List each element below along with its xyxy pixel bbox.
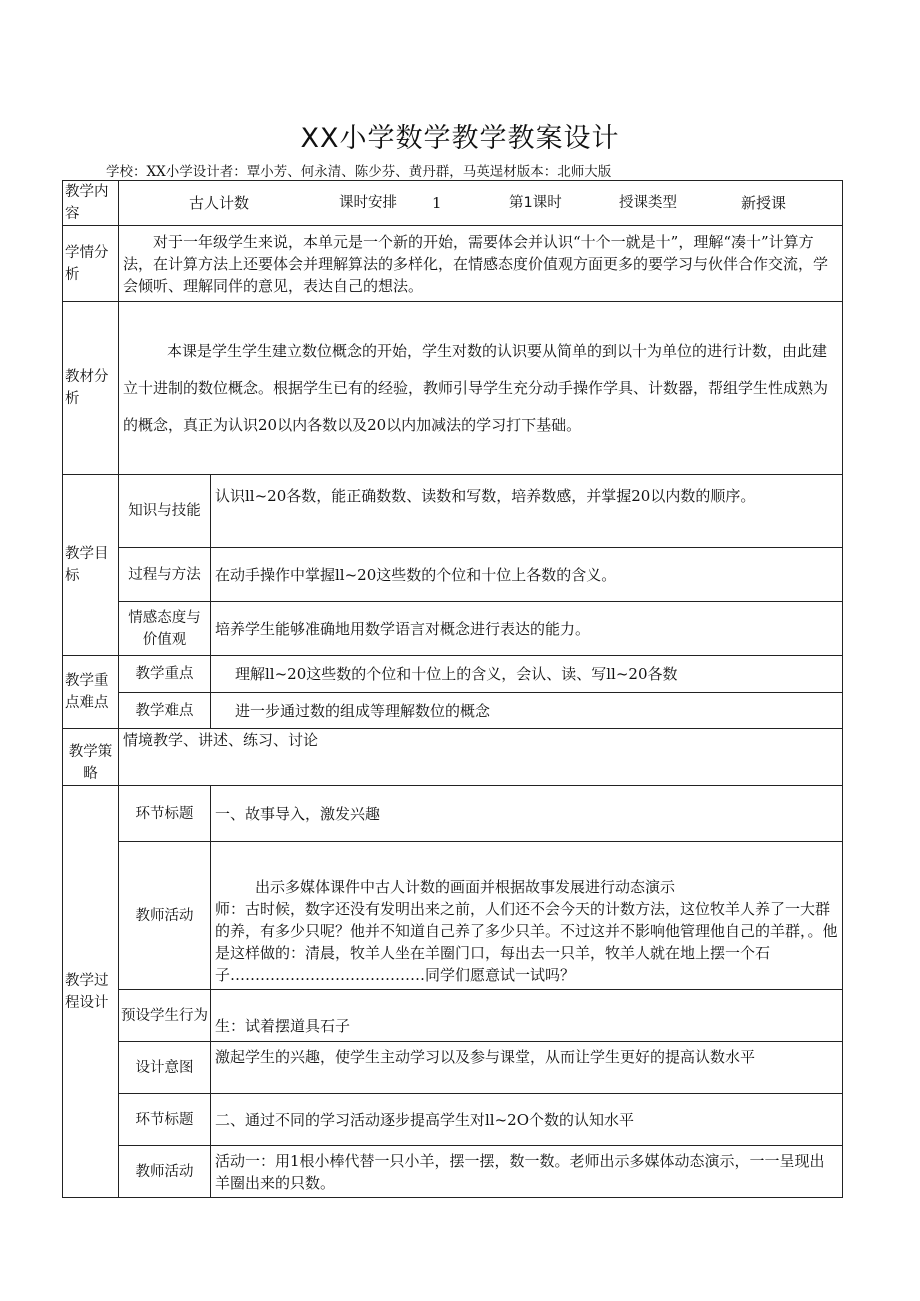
- process-step-name: 环节标题: [119, 1094, 211, 1146]
- key-points-label: 教学重点难点: [63, 656, 119, 729]
- schedule-value: 1: [432, 194, 442, 212]
- process-step-text: 二、通过不同的学习活动逐步提高学生对ll~2O个数的认知水平: [211, 1094, 843, 1146]
- process-step-name: 预设学生行为: [119, 990, 211, 1042]
- period-value: 第1课时: [509, 195, 562, 211]
- objective-name: 知识与技能: [119, 475, 211, 548]
- objective-text: 认识ll~20各数，能正确数数、读数和写数，培养数感，并掌握20以内数的顺序。: [211, 475, 843, 548]
- schedule-label: 课时安排: [339, 195, 397, 211]
- objective-name: 过程与方法: [119, 548, 211, 602]
- process-step-name: 教师活动: [119, 1146, 211, 1198]
- objective-name: 情感态度与价值观: [119, 602, 211, 656]
- process-step-text: 激起学生的兴趣，使学生主动学习以及参与课堂，从而让学生更好的提高认数水平: [211, 1042, 843, 1094]
- content-label: 教学内容: [63, 181, 119, 226]
- key-point-row: [63, 656, 843, 693]
- process-step-text: 生：试着摆道具石子: [211, 990, 843, 1042]
- type-label: 授课类型: [619, 195, 677, 211]
- lesson-name: 古人计数: [189, 194, 250, 212]
- process-step-name: 设计意图: [119, 1042, 211, 1094]
- process-row: [63, 1146, 843, 1198]
- key-point-name: 教学难点: [119, 693, 211, 729]
- objective-row: [63, 548, 843, 602]
- process-row: [63, 786, 843, 842]
- process-step-name: 教师活动: [119, 842, 211, 990]
- meta-line: 学校：XX小学设计者：覃小芳、何永清、陈少芬、黄丹群，马英逞材版本：北师大版: [106, 164, 612, 180]
- type-value: 新授课: [741, 194, 787, 212]
- strategy-text: 情境教学、讲述、练习、讨论: [119, 729, 843, 786]
- objective-text: 培养学生能够准确地用数学语言对概念进行表达的能力。: [211, 602, 843, 656]
- material-analysis-text: 本课是学生学生建立数位概念的开始，学生对数的认识要从简单的到以十为单位的进行计数，由此建立十进制的数位概念。根据学生已有的经验，教师引导学生充分动手操作学具、计数器，帮组学生性成熟为的概念，真正为认识20以内各数以及20以内加减法的学习打下基础。: [119, 302, 843, 475]
- learning-analysis-row: [63, 226, 843, 302]
- learning-analysis-label: 学情分析: [63, 226, 119, 302]
- process-step-text: 师：古时候，数字还没有发明出来之前，人们还不会今天的计数方法，这位牧羊人养了一大群的养，有多少只呢？他并不知道自己养了多少只羊。不过这并不影响他管理他自己的羊群，。他是这样做的：清晨，牧羊人坐在羊圈门口，每出去一只羊，牧羊人就在地上摆一个石子…………………………………同学们愿意试一试吗？: [215, 900, 838, 984]
- key-point-row: [63, 693, 843, 729]
- key-point-name: 教学重点: [119, 656, 211, 693]
- learning-analysis-text: 对于一年级学生来说，本单元是一个新的开始，需要体会并认识“十个一就是十”，理解“凑十”计算方法，在计算方法上还要体会并理解算法的多样化，在情感态度价值观方面更多的要学习与伙伴合作交流，学会倾听、理解同伴的意见，表达自己的想法。: [119, 226, 843, 302]
- process-step-cell: [211, 842, 843, 990]
- material-analysis-row: [63, 302, 843, 475]
- key-point-text: 进一步通过数的组成等理解数位的概念: [211, 693, 843, 729]
- process-step-name: 环节标题: [119, 786, 211, 842]
- process-row: [63, 842, 843, 990]
- material-analysis-label: 教材分析: [63, 302, 119, 475]
- process-step-text: 一、故事导入，激发兴趣: [211, 786, 843, 842]
- objective-text: 在动手操作中掌握ll~20这些数的个位和十位上各数的含义。: [211, 548, 843, 602]
- objectives-label: 教学目标: [63, 475, 119, 656]
- strategy-label: 教学策略: [63, 729, 119, 786]
- lesson-plan-table: [62, 180, 843, 1198]
- process-row: [63, 1042, 843, 1094]
- content-header-cell: [119, 181, 843, 226]
- process-row: [63, 1094, 843, 1146]
- process-step-intro: 出示多媒体课件中古人计数的画面并根据故事发展进行动态演示: [255, 878, 676, 896]
- process-label: 教学过程设计: [63, 786, 119, 1198]
- objective-row: [63, 602, 843, 656]
- page-title: XX小学数学教学教案设计: [300, 123, 620, 154]
- key-point-text: 理解ll~20这些数的个位和十位上的含义，会认、读、写ll~20各数: [211, 656, 843, 693]
- strategy-row: [63, 729, 843, 786]
- content-row: [63, 181, 843, 226]
- process-step-text: 活动一：用1根小棒代替一只小羊，摆一摆，数一数。老师出示多媒体动态演示，一一呈现出羊圈出来的只数。: [211, 1146, 843, 1198]
- process-row: [63, 990, 843, 1042]
- objective-row: [63, 475, 843, 548]
